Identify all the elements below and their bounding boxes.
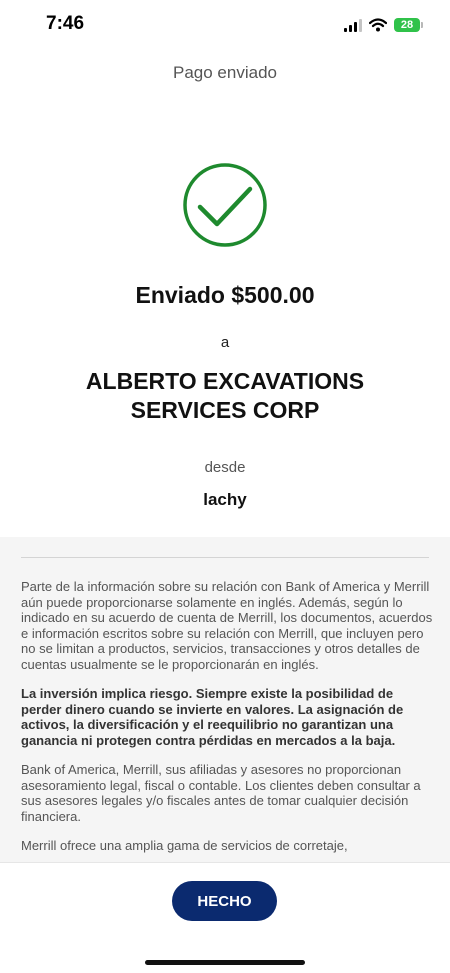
- recipient-name: ALBERTO EXCAVATIONS SERVICES CORP: [85, 368, 365, 423]
- divider: [21, 557, 429, 558]
- from-label: desde: [204, 459, 246, 476]
- page-title: Pago enviado: [173, 63, 277, 82]
- status-icons: [344, 16, 420, 34]
- footer: [0, 862, 450, 973]
- status-bar: [0, 0, 450, 50]
- wifi-icon: [369, 18, 387, 32]
- battery-icon: [394, 18, 420, 32]
- to-label: a: [220, 334, 230, 351]
- status-time: 7:46: [46, 13, 85, 34]
- disclosure-paragraph-risk: La inversión implica riesgo. Siempre existe la posibilidad de perder dinero cuando se invierte en valores. La asignación de activos, la diversificación y el reequilibrio no garantizan una ganancia ni protegen contra pérdidas en mercados a la baja.: [21, 686, 404, 748]
- disclosure-panel[interactable]: [0, 537, 450, 862]
- check-circle-icon: [182, 162, 268, 248]
- account-name: lachy: [203, 490, 247, 509]
- sent-amount: Enviado $500.00: [135, 282, 315, 308]
- disclosure-text: [21, 579, 433, 862]
- disclosure-paragraph-language: Parte de la información sobre su relación con Bank of America y Merrill aún puede proporcionarse solamente en inglés. Además, según lo indicado en su acuerdo de cuenta de Merrill, los documentos, acuerdos e información escritos sobre su relación con Merrill, que incluyen pero no se limitan a productos, servicios, transacciones y otros detalles de cuentas usualmente se le proporcionarán en inglés.: [21, 579, 433, 672]
- signal-icon: [344, 19, 362, 32]
- home-indicator[interactable]: [145, 960, 305, 965]
- battery-level: 28: [400, 18, 414, 31]
- disclosure-paragraph-advice: Bank of America, Merrill, sus afiliadas y asesores no proporcionan asesoramiento legal, fiscal o contable. Los clientes deben consultar a sus asesores legales y/o fiscales antes de tomar cualquier decisión financiera.: [21, 762, 421, 824]
- disclosure-paragraph-services: Merrill ofrece una amplia gama de servicios de corretaje,: [21, 838, 348, 853]
- done-button[interactable]: HECHO: [172, 881, 277, 921]
